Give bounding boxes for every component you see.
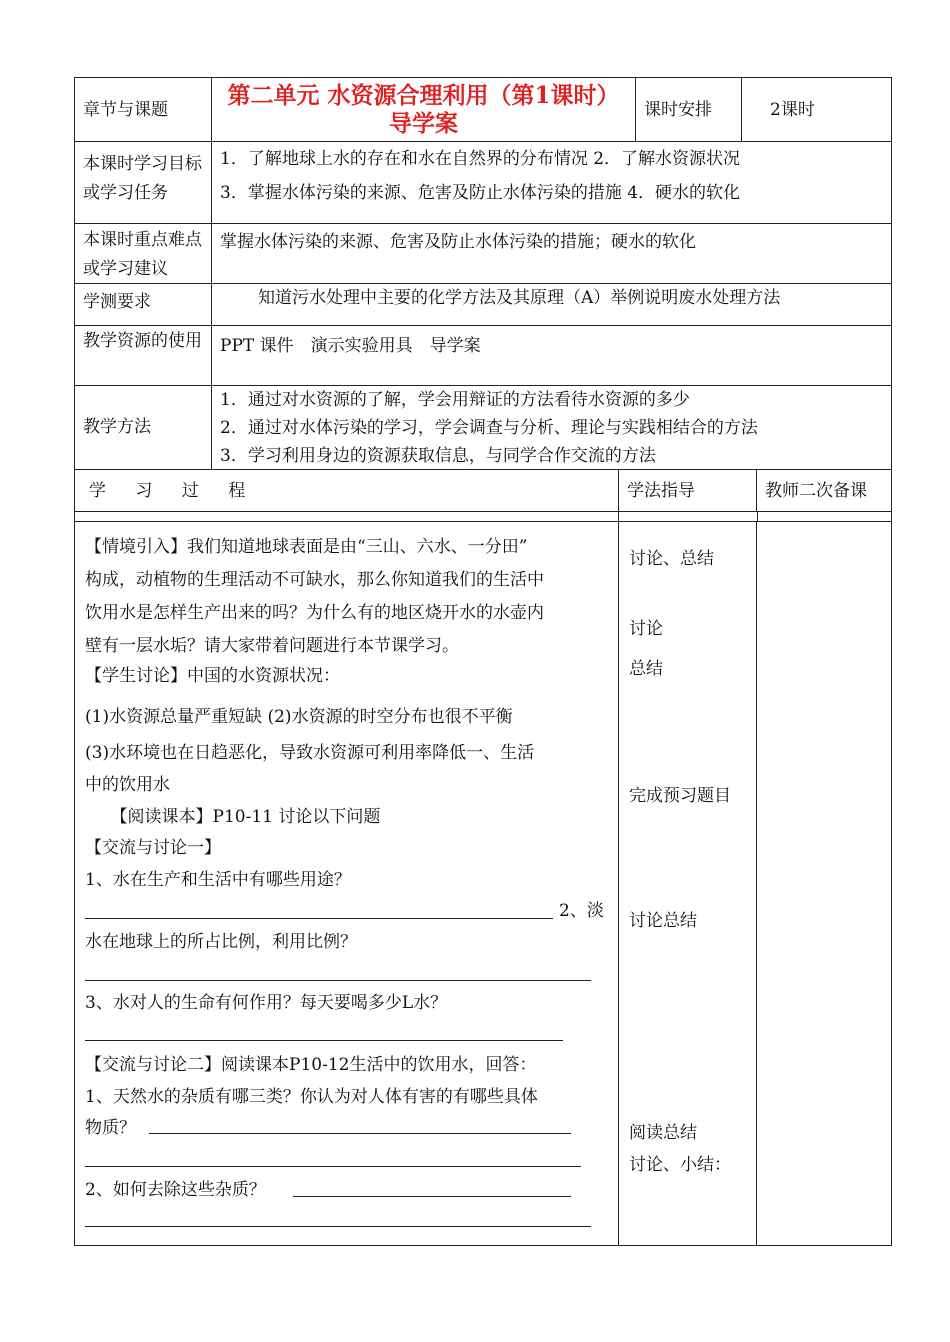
study-guide-column <box>618 522 756 1245</box>
text-line: 【学生讨论】中国的水资源状况： <box>85 666 340 686</box>
answer-line[interactable] <box>85 1166 581 1167</box>
text-line: 壁有一层水垢？请大家带着问题进行本节课学习。 <box>85 636 459 656</box>
text-line: 饮用水是怎样生产出来的吗？为什么有的地区烧开水的水壶内 <box>85 603 544 623</box>
method-line: 1．通过对水资源的了解，学会用辩证的方法看待水资源的多少 <box>220 390 690 410</box>
row-label: 本课时学习目标或学习任务 <box>83 154 202 203</box>
schedule-label: 课时安排 <box>635 78 741 141</box>
answer-line[interactable] <box>149 1133 571 1134</box>
row-label: 学测要求 <box>83 292 151 312</box>
header-row <box>74 77 892 142</box>
page-title: 第二单元 水资源合理利用（第1课时）导学案 <box>211 78 635 141</box>
row-objectives <box>74 142 892 224</box>
row-resources <box>74 326 892 386</box>
row-content <box>211 326 891 385</box>
guide-note: 总结 <box>629 659 663 679</box>
text-line: 【交流与讨论一】 <box>85 838 221 858</box>
guide-note: 完成预习题目 <box>629 786 731 806</box>
resource-line: PPT 课件 演示实验用具 导学案 <box>220 336 481 356</box>
process-header <box>74 470 892 512</box>
objective-line: 1．了解地球上水的存在和水在自然界的分布情况 2．了解水资源状况 <box>220 149 741 169</box>
text-line: 【情境引入】我们知道地球表面是由“三山、六水、一分田” <box>85 537 528 557</box>
keypoint-line: 掌握水体污染的来源、危害及防止水体污染的措施；硬水的软化 <box>220 232 696 252</box>
answer-line[interactable] <box>85 918 553 919</box>
text-line: 【阅读课本】P10-11 讨论以下问题 <box>85 807 381 827</box>
text-line: (3)水环境也在日趋恶化，导致水资源可利用率降低一、生活 <box>85 743 535 763</box>
text-line: 中的饮用水 <box>85 775 170 795</box>
text-line: 1、天然水的杂质有哪三类？你认为对人体有害的有哪些具体 <box>85 1087 538 1107</box>
teacher-notes-column[interactable] <box>756 522 891 1245</box>
text-line: 1、水在生产和生活中有哪些用途？ <box>85 870 351 890</box>
method-line: 3．学习利用身边的资源获取信息，与同学合作交流的方法 <box>220 446 656 466</box>
row-content <box>211 224 891 283</box>
method-line: 2．通过对水体污染的学习，学会调查与分析、理论与实践相结合的方法 <box>220 418 758 438</box>
teacher-notes-title: 教师二次备课 <box>756 470 891 511</box>
requirement-line: 知道污水处理中主要的化学方法及其原理（A）举例说明废水处理方法 <box>258 288 781 308</box>
row-label: 本课时重点难点或学习建议 <box>83 230 202 279</box>
text-line: 水在地球上的所占比例，利用比例？ <box>85 932 357 952</box>
text-line: 物质？ <box>85 1118 136 1138</box>
row-methods <box>74 386 892 470</box>
guide-note: 讨论总结 <box>629 911 697 931</box>
process-title: 学 习 过 程 <box>89 481 258 501</box>
row-content <box>211 386 891 469</box>
row-requirements <box>74 284 892 326</box>
guide-note: 讨论、总结 <box>629 549 714 569</box>
guide-note: 讨论 <box>629 619 663 639</box>
answer-line[interactable] <box>293 1196 571 1197</box>
chapter-label: 章节与课题 <box>83 100 168 120</box>
process-content <box>75 522 618 1245</box>
row-label: 教学资源的使用 <box>83 331 202 351</box>
guide-note: 阅读总结 <box>629 1123 697 1143</box>
lesson-plan-table <box>74 77 892 1246</box>
objective-line: 3．掌握水体污染的来源、危害及防止水体污染的措施 4．硬水的软化 <box>220 183 741 203</box>
row-content <box>211 284 891 325</box>
guide-title: 学法指导 <box>618 470 756 511</box>
text-line: (1)水资源总量严重短缺 (2)水资源的时空分布也很不平衡 <box>85 707 513 727</box>
answer-line[interactable] <box>85 1226 591 1227</box>
text-line: 2、淡 <box>559 901 604 921</box>
row-keypoints <box>74 224 892 284</box>
guide-note: 讨论、小结： <box>629 1155 731 1175</box>
row-label: 教学方法 <box>83 417 151 437</box>
text-line: 构成，动植物的生理活动不可缺水，那么你知道我们的生活中 <box>85 570 544 590</box>
schedule-value: 2课时 <box>741 78 891 141</box>
row-content <box>211 142 891 223</box>
spacer-row <box>74 512 892 521</box>
answer-line[interactable] <box>85 980 591 981</box>
text-line: 2、如何去除这些杂质？ <box>85 1180 266 1200</box>
answer-line[interactable] <box>85 1040 563 1041</box>
text-line: 3、水对人的生命有何作用？每天要喝多少L水？ <box>85 993 448 1013</box>
text-line: 【交流与讨论二】阅读课本P10-12生活中的饮用水，回答： <box>85 1055 537 1075</box>
process-body <box>74 521 892 1246</box>
